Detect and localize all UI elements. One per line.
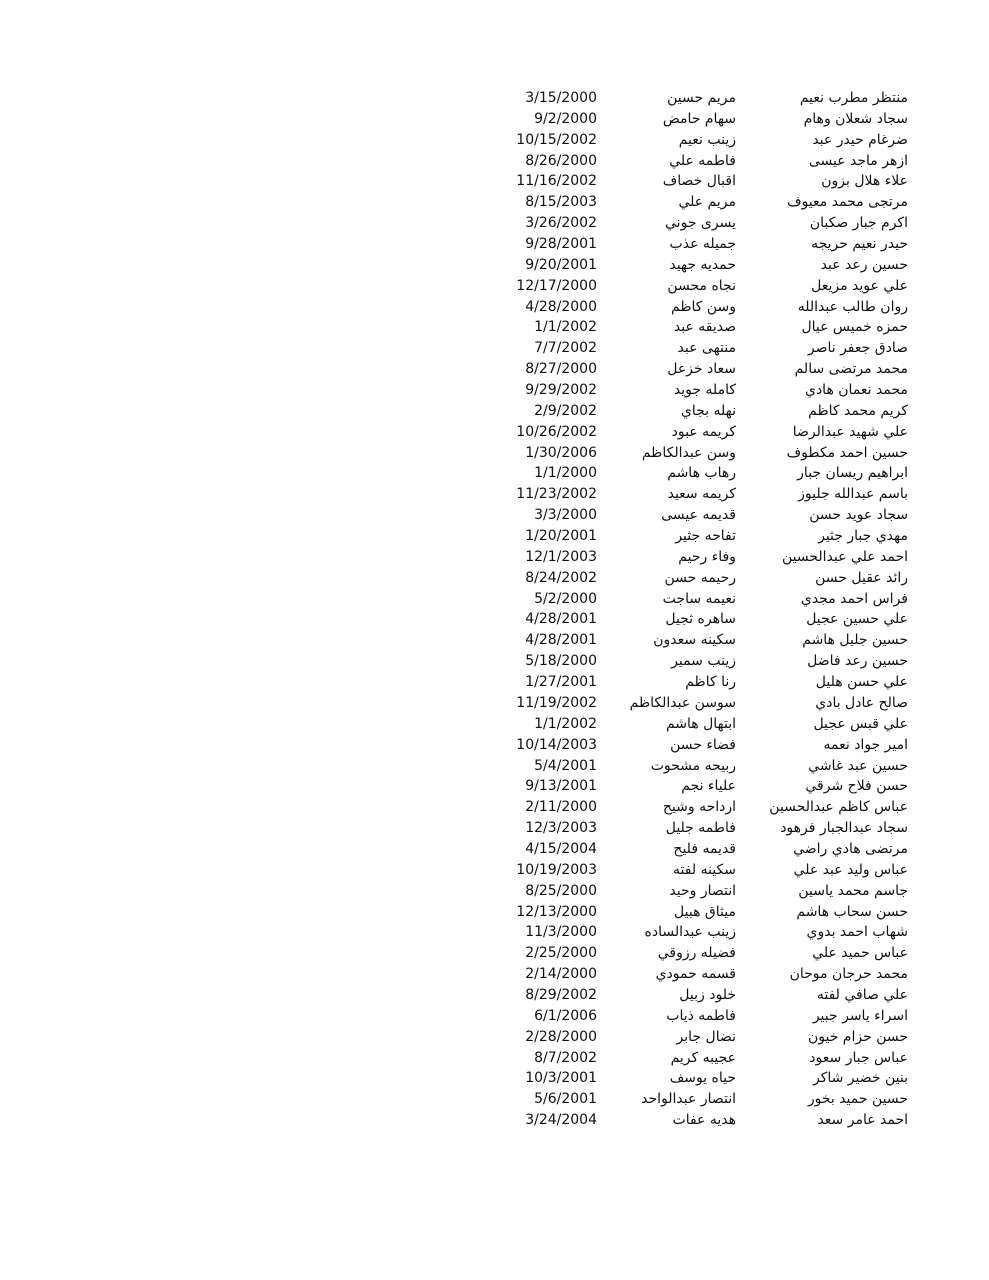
mother-name: زينب عبدالساده: [644, 924, 736, 941]
student-name: عباس جبار سعود: [809, 1049, 908, 1066]
table-row: [480, 776, 908, 797]
mother-name: قديمه عيسى: [661, 507, 736, 524]
mother-name: وفاء رحيم: [678, 548, 736, 565]
student-name: مرتضى هادي راضي: [793, 840, 908, 857]
birth-date: 5/4/2001: [534, 757, 597, 774]
birth-date: 1/30/2006: [525, 444, 597, 461]
table-row: [480, 255, 908, 276]
mother-name: ابتهال هاشم: [665, 715, 736, 732]
mother-name: انتصار عبدالواحد: [641, 1091, 736, 1108]
student-name: صادق جعفر ناصر: [807, 340, 908, 357]
mother-name: سكينه لفته: [673, 861, 736, 878]
table-row: [480, 234, 908, 255]
table-row: [480, 380, 908, 401]
mother-name: زينب سمير: [671, 653, 736, 670]
mother-name: كريمه سعيد: [667, 486, 736, 503]
table-row: [480, 756, 908, 777]
mother-name: فضيله رزوقي: [657, 945, 736, 962]
student-name: كريم محمد كاظم: [808, 402, 908, 419]
mother-name: زينب نعيم: [678, 131, 736, 148]
table-row: [480, 589, 908, 610]
table-row: [480, 1048, 908, 1069]
student-name: جاسم محمد ياسين: [798, 882, 908, 899]
birth-date: 8/7/2002: [534, 1049, 597, 1066]
birth-date: 8/24/2002: [525, 569, 597, 586]
birth-date: 9/29/2002: [525, 382, 597, 399]
mother-name: عجيبه كريم: [670, 1049, 736, 1066]
table-row: [480, 630, 908, 651]
student-name: حمزه خميس عيال: [801, 319, 908, 336]
student-name: اسراء ياسر جبير: [812, 1007, 908, 1024]
student-name: اكرم جبار صكبان: [809, 215, 908, 232]
table-row: [480, 1089, 908, 1110]
mother-name: فاطمه ذياب: [666, 1007, 736, 1024]
table-row: [480, 276, 908, 297]
birth-date: 11/3/2000: [525, 924, 597, 941]
student-name: حيدر نعيم حريجه: [811, 236, 908, 253]
birth-date: 2/11/2000: [525, 799, 597, 816]
mother-name: حمديه جهيد: [669, 256, 736, 273]
birth-date: 10/3/2001: [525, 1070, 597, 1087]
birth-date: 1/27/2001: [525, 674, 597, 691]
table-row: [480, 151, 908, 172]
birth-date: 6/1/2006: [534, 1007, 597, 1024]
student-name: احمد عامر سعد: [817, 1112, 908, 1129]
mother-name: نعيمه ساجت: [662, 590, 736, 607]
birth-date: 10/26/2002: [516, 423, 597, 440]
records-table: [480, 88, 908, 1131]
birth-date: 4/28/2000: [525, 298, 597, 315]
student-name: مهدي جبار جثير: [818, 528, 908, 545]
birth-date: 12/13/2000: [516, 903, 597, 920]
table-row: [480, 359, 908, 380]
mother-name: مريم علي: [678, 194, 736, 211]
student-name: روان طالب عبدالله: [797, 298, 908, 315]
mother-name: مريم حسين: [667, 90, 736, 106]
mother-name: ميثاق هبيل: [674, 903, 736, 920]
student-name: علي قبس عجيل: [813, 715, 908, 732]
table-row: [480, 1068, 908, 1089]
student-name: حسين جليل هاشم: [802, 632, 908, 649]
mother-name: ارداحه وشيح: [662, 799, 736, 816]
birth-date: 4/28/2001: [525, 632, 597, 649]
table-row: [480, 860, 908, 881]
mother-name: حياه يوسف: [669, 1070, 736, 1087]
birth-date: 1/1/2002: [534, 715, 597, 732]
birth-date: 11/19/2002: [516, 694, 597, 711]
student-name: حسين احمد مكطوف: [786, 444, 908, 461]
table-row: [480, 672, 908, 693]
student-name: فراس احمد مجدي: [800, 590, 908, 607]
birth-date: 12/1/2003: [525, 548, 597, 565]
birth-date: 1/1/2000: [534, 465, 597, 482]
table-row: [480, 797, 908, 818]
student-name: سجاد شعلان وهام: [803, 110, 908, 127]
student-name: حسين رعد فاضل: [807, 653, 908, 670]
mother-name: خلود زبيل: [679, 986, 736, 1003]
birth-date: 2/28/2000: [525, 1028, 597, 1045]
mother-name: انتصار وحيد: [669, 882, 736, 899]
table-row: [480, 297, 908, 318]
student-name: عباس حميد علي: [812, 945, 908, 962]
birth-date: 12/17/2000: [516, 277, 597, 294]
table-row: [480, 443, 908, 464]
birth-date: 2/25/2000: [525, 945, 597, 962]
table-row: [480, 839, 908, 860]
table-row: [480, 985, 908, 1006]
table-row: [480, 130, 908, 151]
student-name: سجاد عبدالجبار فرهود: [780, 820, 908, 837]
mother-name: قديمه فليح: [673, 840, 736, 857]
mother-name: رهاب هاشم: [667, 465, 736, 482]
table-row: [480, 109, 908, 130]
table-row: [480, 547, 908, 568]
student-name: علي حسن هليل: [815, 674, 908, 691]
birth-date: 3/15/2000: [525, 90, 597, 106]
table-row: [480, 651, 908, 672]
mother-name: سكينه سعدون: [653, 632, 736, 649]
student-name: حسين رعد عبد: [820, 256, 908, 273]
birth-date: 3/3/2000: [534, 507, 597, 524]
birth-date: 4/28/2001: [525, 611, 597, 628]
mother-name: يسرى جوني: [665, 215, 736, 232]
table-row: [480, 317, 908, 338]
table-row: [480, 484, 908, 505]
mother-name: قسمه حمودي: [655, 966, 736, 983]
table-row: [480, 192, 908, 213]
table-row: [480, 1006, 908, 1027]
table-row: [480, 881, 908, 902]
student-name: علي حسين عجيل: [806, 611, 908, 628]
birth-date: 3/26/2002: [525, 215, 597, 232]
birth-date: 8/29/2002: [525, 986, 597, 1003]
student-name: حسن فلاح شرقي: [805, 778, 908, 795]
table-row: [480, 213, 908, 234]
birth-date: 10/15/2002: [516, 131, 597, 148]
student-name: محمد مرتضى سالم: [794, 361, 908, 378]
birth-date: 2/14/2000: [525, 966, 597, 983]
table-row: [480, 526, 908, 547]
mother-name: نجاه محسن: [667, 277, 736, 294]
table-row: [480, 609, 908, 630]
mother-name: نضال جابر: [676, 1028, 736, 1045]
table-row: [480, 902, 908, 923]
student-name: باسم عبدالله جليوز: [798, 486, 908, 503]
mother-name: رحيمه حسن: [664, 569, 736, 586]
birth-date: 4/15/2004: [525, 840, 597, 857]
birth-date: 8/27/2000: [525, 361, 597, 378]
mother-name: هديه عفات: [672, 1112, 736, 1129]
mother-name: سوسن عبدالكاظم: [629, 694, 736, 711]
student-name: حسن حزام خيون: [807, 1028, 908, 1045]
birth-date: 8/25/2000: [525, 882, 597, 899]
birth-date: 5/6/2001: [534, 1091, 597, 1108]
student-name: منتظر مطرب نعيم: [799, 90, 908, 106]
table-row: [480, 922, 908, 943]
student-name: محمد حرجان موحان: [789, 966, 908, 983]
student-name: ابراهيم ريسان جبار: [797, 465, 908, 482]
birth-date: 5/18/2000: [525, 653, 597, 670]
student-name: حسين حميد بخور: [807, 1091, 908, 1108]
birth-date: 11/16/2002: [516, 173, 597, 190]
table-row: [480, 818, 908, 839]
student-name: صالح عادل بادي: [815, 694, 908, 711]
mother-name: اقبال خصاف: [662, 173, 736, 190]
table-row: [480, 401, 908, 422]
mother-name: سعاد خزعل: [667, 361, 736, 378]
mother-name: فاطمه جليل: [665, 820, 736, 837]
table-row: [480, 568, 908, 589]
table-row: [480, 463, 908, 484]
birth-date: 3/24/2004: [525, 1112, 597, 1129]
birth-date: 2/9/2002: [534, 402, 597, 419]
birth-date: 10/14/2003: [516, 736, 597, 753]
mother-name: رنا كاظم: [685, 674, 736, 691]
table-row: [480, 1110, 908, 1131]
mother-name: وسن كاظم: [671, 298, 736, 315]
mother-name: وسن عبدالكاظم: [641, 444, 736, 461]
birth-date: 12/3/2003: [525, 820, 597, 837]
birth-date: 1/20/2001: [525, 528, 597, 545]
student-name: علي عويد مزيعل: [811, 277, 908, 294]
mother-name: صديقه عبد: [673, 319, 736, 336]
student-name: رائد عقيل حسن: [815, 569, 908, 586]
student-name: ضرغام حيدر عبد: [812, 131, 908, 148]
mother-name: فضاء حسن: [670, 736, 736, 753]
student-name: علاء هلال بزون: [821, 173, 908, 190]
mother-name: ساهره ثجيل: [665, 611, 736, 628]
mother-name: ربيحه مشحوت: [650, 757, 736, 774]
birth-date: 11/23/2002: [516, 486, 597, 503]
mother-name: علياء نجم: [681, 778, 736, 795]
student-name: احمد علي عبدالحسين: [781, 548, 908, 565]
table-row: [480, 171, 908, 192]
student-name: محمد نعمان هادي: [804, 382, 908, 399]
student-name: ازهر ماجد عيسى: [808, 152, 908, 169]
student-name: شهاب احمد بدوي: [806, 924, 908, 941]
student-name: مرتجى محمد معيوف: [787, 194, 908, 211]
mother-name: تفاحه جثير: [675, 528, 736, 545]
table-row: [480, 964, 908, 985]
birth-date: 9/20/2001: [525, 256, 597, 273]
birth-date: 1/1/2002: [534, 319, 597, 336]
student-name: حسين عبد غاشي: [808, 757, 908, 774]
table-row: [480, 1027, 908, 1048]
birth-date: 10/19/2003: [516, 861, 597, 878]
birth-date: 8/26/2000: [525, 152, 597, 169]
table-row: [480, 422, 908, 443]
student-name: علي صافي لفته: [816, 986, 908, 1003]
table-row: [480, 88, 908, 109]
table-row: [480, 943, 908, 964]
mother-name: كريمه عبود: [671, 423, 736, 440]
student-name: امير جواد نعمه: [823, 736, 908, 753]
student-name: سجاد عويد حسن: [809, 507, 908, 524]
birth-date: 9/13/2001: [525, 778, 597, 795]
student-name: حسن سحاب هاشم: [796, 903, 908, 920]
mother-name: جميله عذب: [669, 236, 736, 253]
table-row: [480, 693, 908, 714]
table-row: [480, 338, 908, 359]
student-name: عباس كاظم عبدالحسين: [769, 799, 908, 816]
mother-name: كامله جويد: [673, 382, 736, 399]
birth-date: 8/15/2003: [525, 194, 597, 211]
table-row: [480, 505, 908, 526]
student-name: بنين خضير شاكر: [812, 1070, 908, 1087]
birth-date: 9/2/2000: [534, 110, 597, 127]
mother-name: سهام حامض: [662, 110, 736, 127]
mother-name: فاطمه علي: [669, 152, 736, 169]
birth-date: 7/7/2002: [534, 340, 597, 357]
birth-date: 5/2/2000: [534, 590, 597, 607]
mother-name: نهله بجاي: [680, 402, 736, 419]
table-row: [480, 714, 908, 735]
student-name: علي شهيد عبدالرضا: [792, 423, 908, 440]
birth-date: 9/28/2001: [525, 236, 597, 253]
student-name: عباس وليد عبد علي: [793, 861, 908, 878]
table-row: [480, 735, 908, 756]
mother-name: منتهى عبد: [677, 340, 736, 357]
